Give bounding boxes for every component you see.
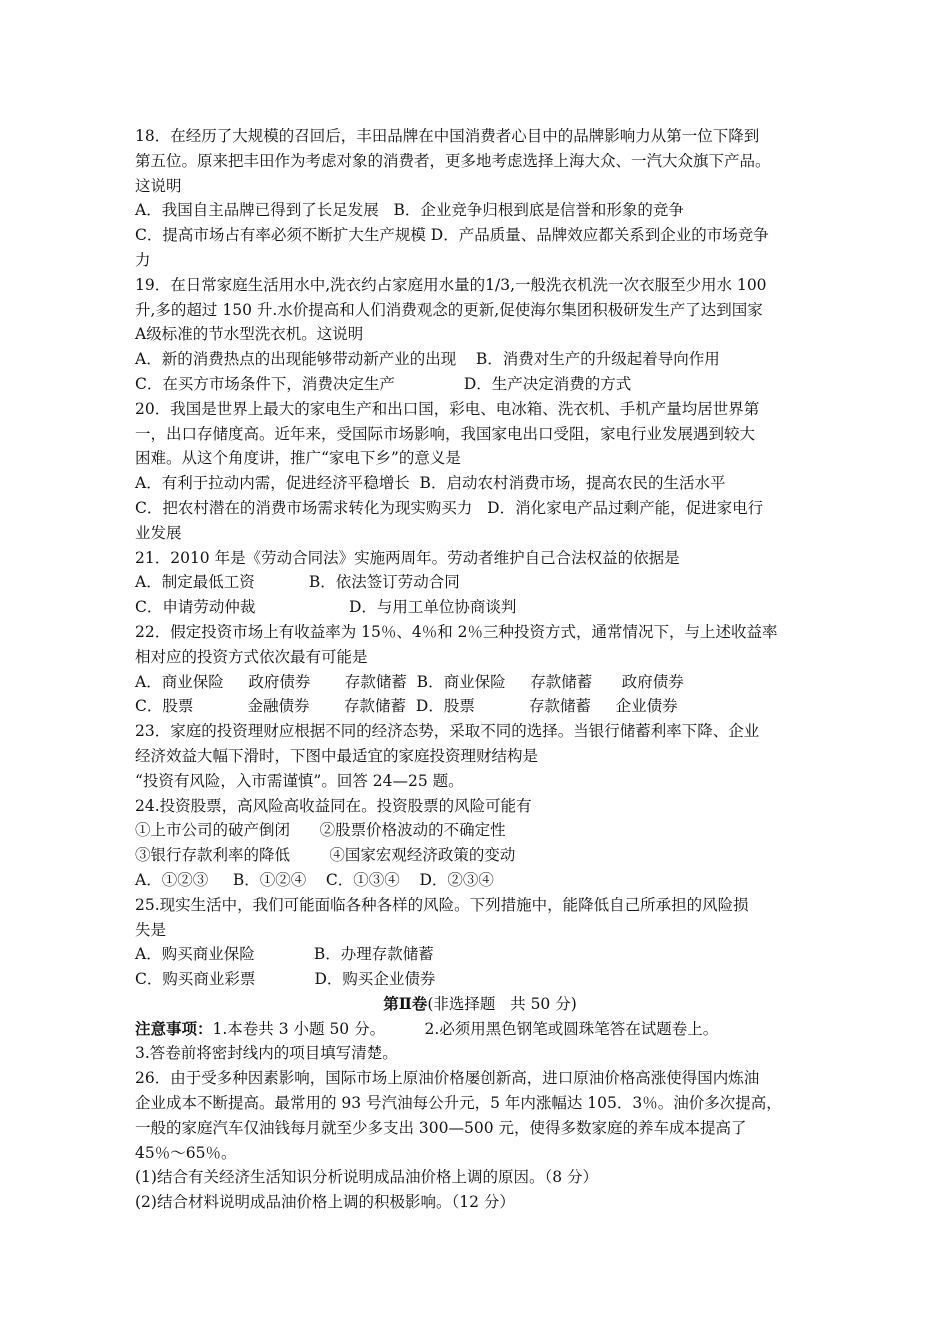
- q18-stem-line-2: 第五位。原来把丰田作为考虑对象的消费者，更多地考虑选择上海大众、一汽大众旗下产品。: [135, 151, 771, 170]
- section-2-title-rest: (非选择题 共 50 分): [427, 994, 577, 1013]
- q19-stem-line-1: 19．在日常家庭生活用水中,洗衣约占家庭用水量的1/3,一般洗衣机洗一次衣服至少用水 100: [135, 275, 767, 294]
- q22-options-cd: C．股票 金融债券 存款储蓄 D．股票 存款储蓄 企业债券: [135, 697, 678, 716]
- q24-items-line-2: ③银行存款利率的降低 ④国家宏观经济政策的变动: [135, 846, 516, 865]
- q20-options-ab: A．有利于拉动内需，促进经济平稳增长 B．启动农村消费市场，提高农民的生活水平: [135, 474, 726, 493]
- q20-options-cd: C．把农村潜在的消费市场需求转化为现实购买力 D．消化家电产品过剩产能，促进家电行: [135, 498, 764, 517]
- q25-stem-line-2: 失是: [135, 920, 167, 939]
- q24-stem-line-1: 24.投资股票，高风险高收益同在。投资股票的风险可能有: [135, 796, 532, 815]
- exam-page: [135, 124, 825, 1215]
- notice-label: 注意事项：: [135, 1018, 213, 1038]
- q26-subquestion-2: (2)结合材料说明成品油价格上调的积极影响。（12 分）: [135, 1193, 515, 1212]
- q19-options-cd: C．在买方市场条件下，消费决定生产 D．生产决定消费的方式: [135, 374, 632, 393]
- q18-options-cd: C．提高市场占有率必须不断扩大生产规模 D．产品质量、品牌效应都关系到企业的市场竞争: [135, 226, 769, 245]
- section-2-title: [135, 992, 825, 1017]
- notice-text: 1.本卷共 3 小题 50 分。 2.必须用黑色钢笔或圆珠笔答在试题卷上。: [212, 1019, 719, 1038]
- q25-stem-line-1: 25.现实生活中，我们可能面临各种各样的风险。下列措施中，能降低自己所承担的风险损: [135, 895, 749, 914]
- q25-options-cd: C．购买商业彩票 D．购买企业债券: [135, 970, 436, 989]
- q19-stem-line-2: 升,多的超过 150 升.水价提高和人们消费观念的更新,促使海尔集团积极研发生产了达到国家: [135, 300, 763, 319]
- q23-stem-line-1: 23．家庭的投资理财应根据不同的经济态势，采取不同的选择。当银行储蓄利率下降、企业: [135, 722, 760, 741]
- q21-stem-line-1: 21．2010 年是《劳动合同法》实施两周年。劳动者维护自己合法权益的依据是: [135, 548, 680, 567]
- q22-options-ab: A．商业保险 政府债券 存款储蓄 B．商业保险 存款储蓄 政府债券: [135, 672, 684, 691]
- question-23: [135, 719, 825, 793]
- q25-options-ab: A．购买商业保险 B．办理存款储蓄: [135, 945, 434, 964]
- q18-options-cd-cont: 力: [135, 250, 151, 269]
- q19-stem-line-3: A级标准的节水型洗衣机。这说明: [135, 325, 364, 344]
- q18-stem-line-1: 18．在经历了大规模的召回后，丰田品牌在中国消费者心目中的品牌影响力从第一位下降到: [135, 127, 760, 145]
- q23-stem-line-3: “投资有风险，入市需谨慎”。回答 24—25 题。: [135, 771, 464, 790]
- notice-line-2: 3.答卷前将密封线内的项目填写清楚。: [135, 1044, 398, 1063]
- q20-stem-line-2: 一，出口存储度高。近年来，受国际市场影响，我国家电出口受阻，家电行业发展遇到较大: [135, 424, 756, 443]
- notice-line-1: [135, 1017, 825, 1042]
- question-26: [135, 1066, 825, 1215]
- question-19: [135, 273, 825, 397]
- question-20: [135, 397, 825, 546]
- q20-options-cd-cont: 业发展: [135, 523, 182, 542]
- q24-options: A．①②③ B．①②④ C．①③④ D．②③④: [135, 870, 494, 889]
- q24-items-line-1: ①上市公司的破产倒闭 ②股票价格波动的不确定性: [135, 821, 506, 840]
- q26-stem-line-3: 一般的家庭汽车仅油钱每月就至少多支出 300—500 元，使得多数家庭的养车成本提高了: [135, 1118, 747, 1137]
- q22-stem-line-2: 相对应的投资方式依次最有可能是: [135, 647, 368, 666]
- question-22: [135, 620, 825, 719]
- q26-subquestion-1: (1)结合有关经济生活知识分析说明成品油价格上调的原因。（8 分）: [135, 1168, 598, 1187]
- section-2-title-bold: 第Ⅱ卷: [383, 993, 428, 1013]
- q26-stem-line-2: 企业成本不断提高。最常用的 93 号汽油每公升元，5 年内涨幅达 105．3％。油价多次提高，: [135, 1094, 782, 1113]
- q18-options-ab: A．我国自主品牌已得到了长足发展 B．企业竞争归根到底是信誉和形象的竞争: [135, 201, 684, 220]
- q19-options-ab: A．新的消费热点的出现能够带动新产业的出现 B．消费对生产的升级起着导向作用: [135, 350, 720, 369]
- question-21: [135, 546, 825, 620]
- question-25: [135, 893, 825, 992]
- question-24: [135, 794, 825, 893]
- q26-stem-line-1: 26．由于受多种因素影响，国际市场上原油价格屡创新高，进口原油价格高涨使得国内炼油: [135, 1069, 760, 1088]
- q21-options-ab: A．制定最低工资 B．依法签订劳动合同: [135, 573, 460, 592]
- q26-stem-line-4: 45％～65％。: [135, 1143, 237, 1162]
- question-18: [135, 124, 825, 273]
- q18-stem-line-3: 这说明: [135, 176, 182, 195]
- q20-stem-line-3: 困难。从这个角度讲，推广“家电下乡”的意义是: [135, 449, 461, 468]
- q20-stem-line-1: 20．我国是世界上最大的家电生产和出口国，彩电、电冰箱、洗衣机、手机产量均居世界第: [135, 399, 760, 418]
- q23-stem-line-2: 经济效益大幅下滑时，下图中最适宜的家庭投资理财结构是: [135, 746, 539, 765]
- q21-options-cd: C．申请劳动仲裁 D．与用工单位协商谈判: [135, 598, 517, 617]
- q22-stem-line-1: 22．假定投资市场上有收益率为 15％、4％和 2％三种投资方式，通常情况下，与上述收益率: [135, 622, 778, 641]
